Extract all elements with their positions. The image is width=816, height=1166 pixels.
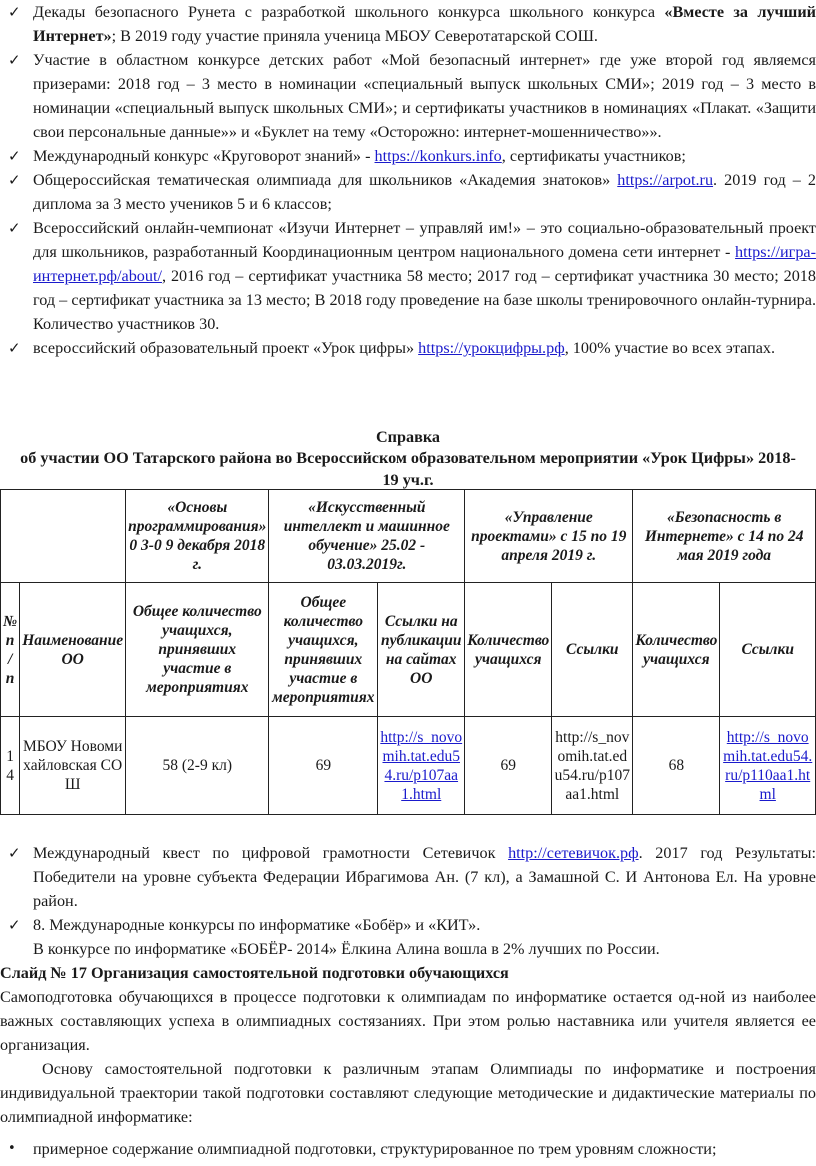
- spravka-title: Справка: [375, 428, 441, 446]
- paragraph-materials: Основу самостоятельной подготовки к различным этапам Олимпиады по информатике и построения индивидуальной траектории такой подготовки составляют следующие методические и дидактические материалы по олимпиадной информатике:: [0, 1060, 816, 1126]
- checkmark-icon: ✓: [8, 171, 21, 189]
- header-number: № п / п: [1, 583, 20, 717]
- row-count-4: 68: [633, 717, 720, 815]
- achievement-list-top: [6, 0, 816, 360]
- list-item-urok-cifry: ✓ всероссийский образовательный проект «Урок цифры» https://урокцифры.рф, 100% участие во всех этапах.: [6, 336, 816, 360]
- spravka-subtitle: об участии ОО Татарского района во Всероссийском образовательном мероприятии «Урок Цифры» 2018-19 уч.г.: [20, 449, 796, 489]
- list-item-regional-contest: ✓ Участие в областном конкурсе детских работ «Мой безопасный интернет» где уже второй год являемся призерами: 2018 год – 3 место в номинации «специальный выпуск школьных СМИ»; 2019 год – 3 место в номинации «специальный выпуск школьных СМИ»; и сертификаты участников в номинациях «Плакат. «Защити свои персональные данные»» и «Буклет на тему «Осторожно: интернет-мошенничество»».: [6, 48, 816, 144]
- list-item-content-levels: • примерное содержание олимпиадной подготовки, структурированное по трем уровням сложности;: [0, 1137, 816, 1161]
- header-links-3: Ссылки: [552, 583, 633, 717]
- checkmark-icon: ✓: [8, 844, 21, 862]
- header-total-2: Общее количество учащихся, принявших участие в мероприятиях: [269, 583, 378, 717]
- header-count-4: Количество учащихся: [633, 583, 720, 717]
- row-total-1: 58 (2-9 кл): [126, 717, 269, 815]
- checkmark-icon: ✓: [8, 916, 21, 934]
- list-item-akademia: ✓ Общероссийская тематическая олимпиада для школьников «Академия знатоков» https://arpot.ru. 2019 год – 2 диплома за 3 место учеников 5 и 6 классов;: [6, 168, 816, 216]
- header-event-basics: «Основы программирования» 0 3-0 9 декабря 2018 г.: [126, 490, 269, 583]
- urokcifry-link[interactable]: https://урокцифры.рф: [418, 339, 565, 357]
- header-event-ai: «Искусственный интеллект и машинное обучение» 25.02 - 03.03.2019г.: [269, 490, 465, 583]
- header-count-3: Количество учащихся: [465, 583, 552, 717]
- row-count-3: 69: [465, 717, 552, 815]
- konkurs-link[interactable]: https://konkurs.info: [374, 147, 502, 165]
- row-links-4-link[interactable]: http://s_novomih.tat.edu54.ru/p110aa1.html: [723, 728, 813, 803]
- row-number: 14: [1, 717, 20, 815]
- table-header-row-columns: [1, 583, 816, 717]
- table-row: [1, 717, 816, 815]
- row-org-name: МБОУ Новомихайловская СОШ: [20, 717, 126, 815]
- bullet-dot-icon: •: [8, 1141, 16, 1156]
- igra-internet-link[interactable]: https://игра-интернет.рф/about/: [33, 243, 816, 285]
- list-item-bober-kit: ✓ 8. Международные конкурсы по информатике «Бобёр» и «КИТ». В конкурсе по информатике «БОБЁР- 2014» Ёлкина Алина вошла в 2% лучших по России.: [6, 913, 816, 961]
- row-publication-link[interactable]: http://s_novomih.tat.edu54.ru/p107aa1.html: [380, 728, 463, 803]
- checkmark-icon: ✓: [8, 339, 21, 357]
- arpot-link[interactable]: https://arpot.ru: [617, 171, 714, 189]
- paragraph-self-study: Самоподготовка обучающихся в процессе подготовки к олимпиадам по информатике остается од-ной из наиболее важных составляющих успеха в олимпиадных состязаниях. При этом ролью наставника или учителя является ее организация.: [0, 988, 816, 1054]
- setevichok-link[interactable]: http://сетевичок.рф: [508, 844, 639, 862]
- header-event-projects: «Управление проектами» с 15 по 19 апреля 2019 г.: [465, 490, 633, 583]
- header-event-security: «Безопасность в Интернете» с 14 по 24 мая 2019 года: [633, 490, 816, 583]
- list-item-setevichok: ✓ Международный квест по цифровой грамотности Сетевичок http://сетевичок.рф. 2017 год Результаты: Победители на уровне субъекта Федерации Ибрагимова Ан. (7 кл), а Замашной С. И Антонова Ел. На уровне район.: [6, 841, 816, 913]
- checkmark-icon: ✓: [8, 3, 21, 21]
- header-org-name: Наименование ОО: [20, 583, 126, 717]
- header-total-1: Общее количество учащихся, принявших участие в мероприятиях: [126, 583, 269, 717]
- checkmark-icon: ✓: [8, 219, 21, 237]
- checkmark-icon: ✓: [8, 147, 21, 165]
- list-item-championship: ✓ Всероссийский онлайн-чемпионат «Изучи Интернет – управляй им!» – это социально-образовательный проект для школьников, разработанный Координационным центром национального домена сети интернет - https://игра-интернет.рф/about/, 2016 год – сертификат участника 58 место; 2017 год – сертификат участника 30 место; 2018 год – сертификат участника за 13 место; В 2018 году проведение на базе школы тренировочного онлайн-турнира. Количество участников 30.: [6, 216, 816, 336]
- list-item-decades: ✓ Декады безопасного Рунета с разработкой школьного конкурса школьного конкурса «Вместе за лучший Интернет»; В 2019 году участие приняла ученица МБОУ Северотатарской СОШ.: [6, 0, 816, 48]
- header-links-4: Ссылки: [720, 583, 816, 717]
- row-links-3: http://s_novomih.tat.edu54.ru/p107aa1.html: [552, 717, 633, 815]
- list-item-krugovorot: ✓ Международный конкурс «Круговорот знаний» - https://konkurs.info, сертификаты участников;: [6, 144, 816, 168]
- slide-heading: Слайд № 17 Организация самостоятельной подготовки обучающихся: [0, 964, 509, 982]
- header-links-publications: Ссылки на публикации на сайтах ОО: [378, 583, 465, 717]
- checkmark-icon: ✓: [8, 51, 21, 69]
- participation-table: [0, 489, 816, 815]
- table-header-row-events: [1, 490, 816, 583]
- achievement-list-bottom: [6, 841, 816, 961]
- row-total-2: 69: [269, 717, 378, 815]
